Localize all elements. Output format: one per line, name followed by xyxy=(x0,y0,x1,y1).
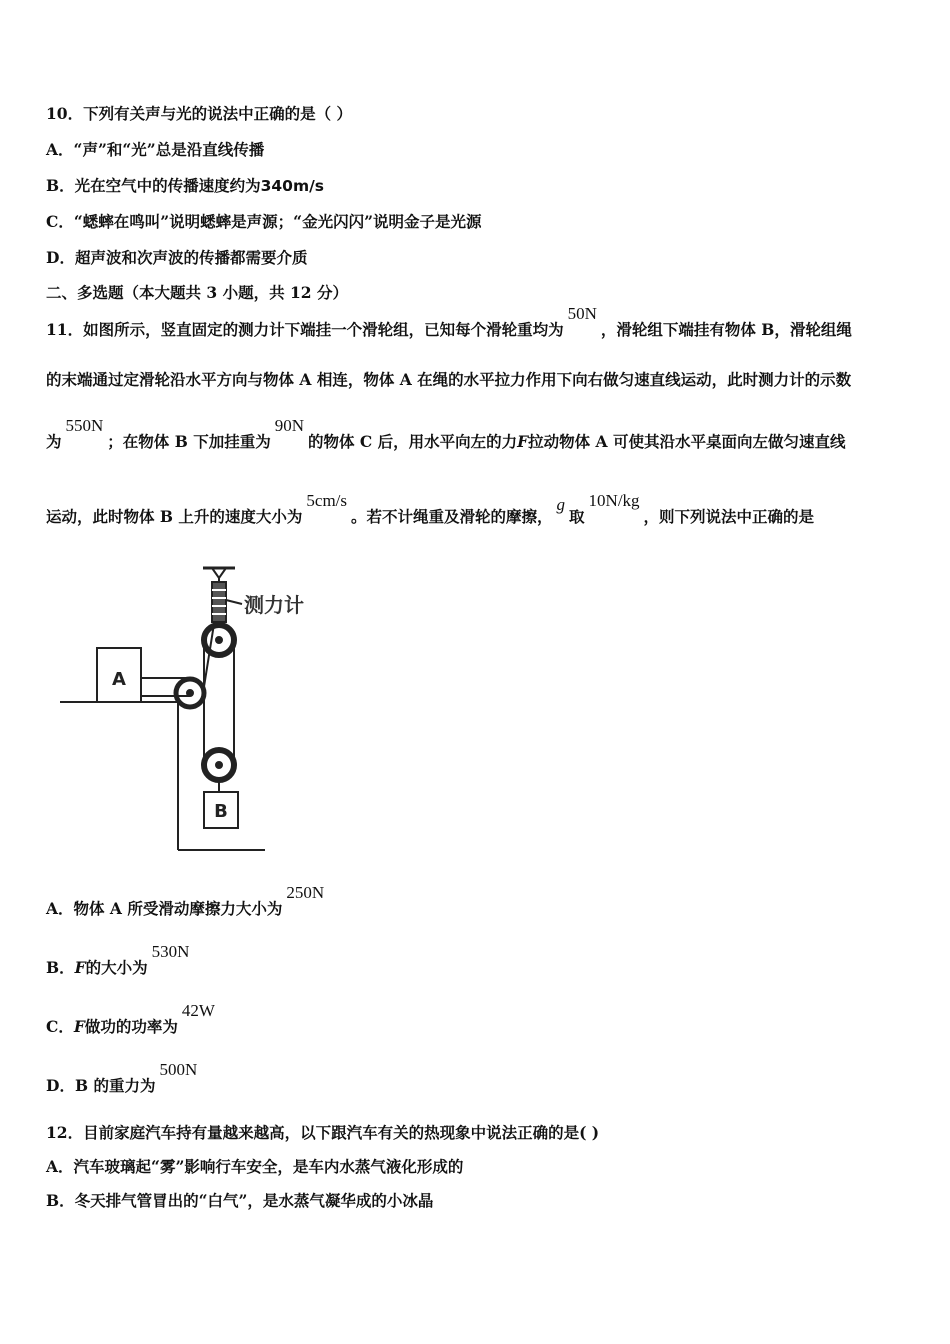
q11-line-2: 的末端通过定滑轮沿水平方向与物体 A 相连，物体 A 在绳的水平拉力作用下向右做匀速直线运动，此时测力计的示数 xyxy=(46,370,852,389)
pulley-figure xyxy=(60,560,330,860)
block-b-label: B xyxy=(214,801,228,822)
spring-scale xyxy=(212,582,226,622)
q10-stem: 10．下列有关声与光的说法中正确的是（ ） xyxy=(46,104,352,123)
section-heading: 二、多选题（本大题共 3 小题，共 12 分） xyxy=(46,283,348,302)
q11-option-c: C．F做功的功率为42W xyxy=(46,1001,215,1036)
q11-option-d: D．B 的重力为500N xyxy=(46,1060,198,1095)
q12-option-b: B．冬天排气管冒出的“白气”，是水蒸气凝华成的小冰晶 xyxy=(46,1191,434,1210)
q10-option-d: D．超声波和次声波的传播都需要介质 xyxy=(46,248,308,267)
q11-line-3: 为550N；在物体 B 下加挂重为90N的物体 C 后，用水平向左的力F拉动物体 A 可使其沿水平桌面向左做匀速直线 xyxy=(46,416,846,451)
q10-option-a: A．“声”和“光”总是沿直线传播 xyxy=(46,140,265,159)
label-pointer xyxy=(226,600,242,604)
q12-stem: 12．目前家庭汽车持有量越来越高，以下跟汽车有关的热现象中说法正确的是( ) xyxy=(46,1123,600,1142)
q12-option-a: A．汽车玻璃起“雾”影响行车安全，是车内水蒸气液化形成的 xyxy=(46,1157,464,1176)
fixed-pulley-axle xyxy=(187,690,193,696)
q11-option-a: A．物体 A 所受滑动摩擦力大小为250N xyxy=(46,883,325,918)
q10-option-c: C．“蟋蟀在鸣叫”说明蟋蟀是声源；“金光闪闪”说明金子是光源 xyxy=(46,212,482,231)
q11-line-4: 运动，此时物体 B 上升的速度大小为5cm/s。若不计绳重及滑轮的摩擦，g取10N/kg，则下列说法中正确的是 xyxy=(46,491,815,526)
meter-label: 测力计 xyxy=(244,593,304,617)
q11-line-1: 11．如图所示，竖直固定的测力计下端挂一个滑轮组，已知每个滑轮重均为50N，滑轮组下端挂有物体 B，滑轮组绳 xyxy=(46,304,852,339)
q10-option-b: B．光在空气中的传播速度约为340m/s xyxy=(46,176,325,195)
block-a-label: A xyxy=(112,669,126,690)
q11-option-b: B．F的大小为530N xyxy=(46,942,190,977)
